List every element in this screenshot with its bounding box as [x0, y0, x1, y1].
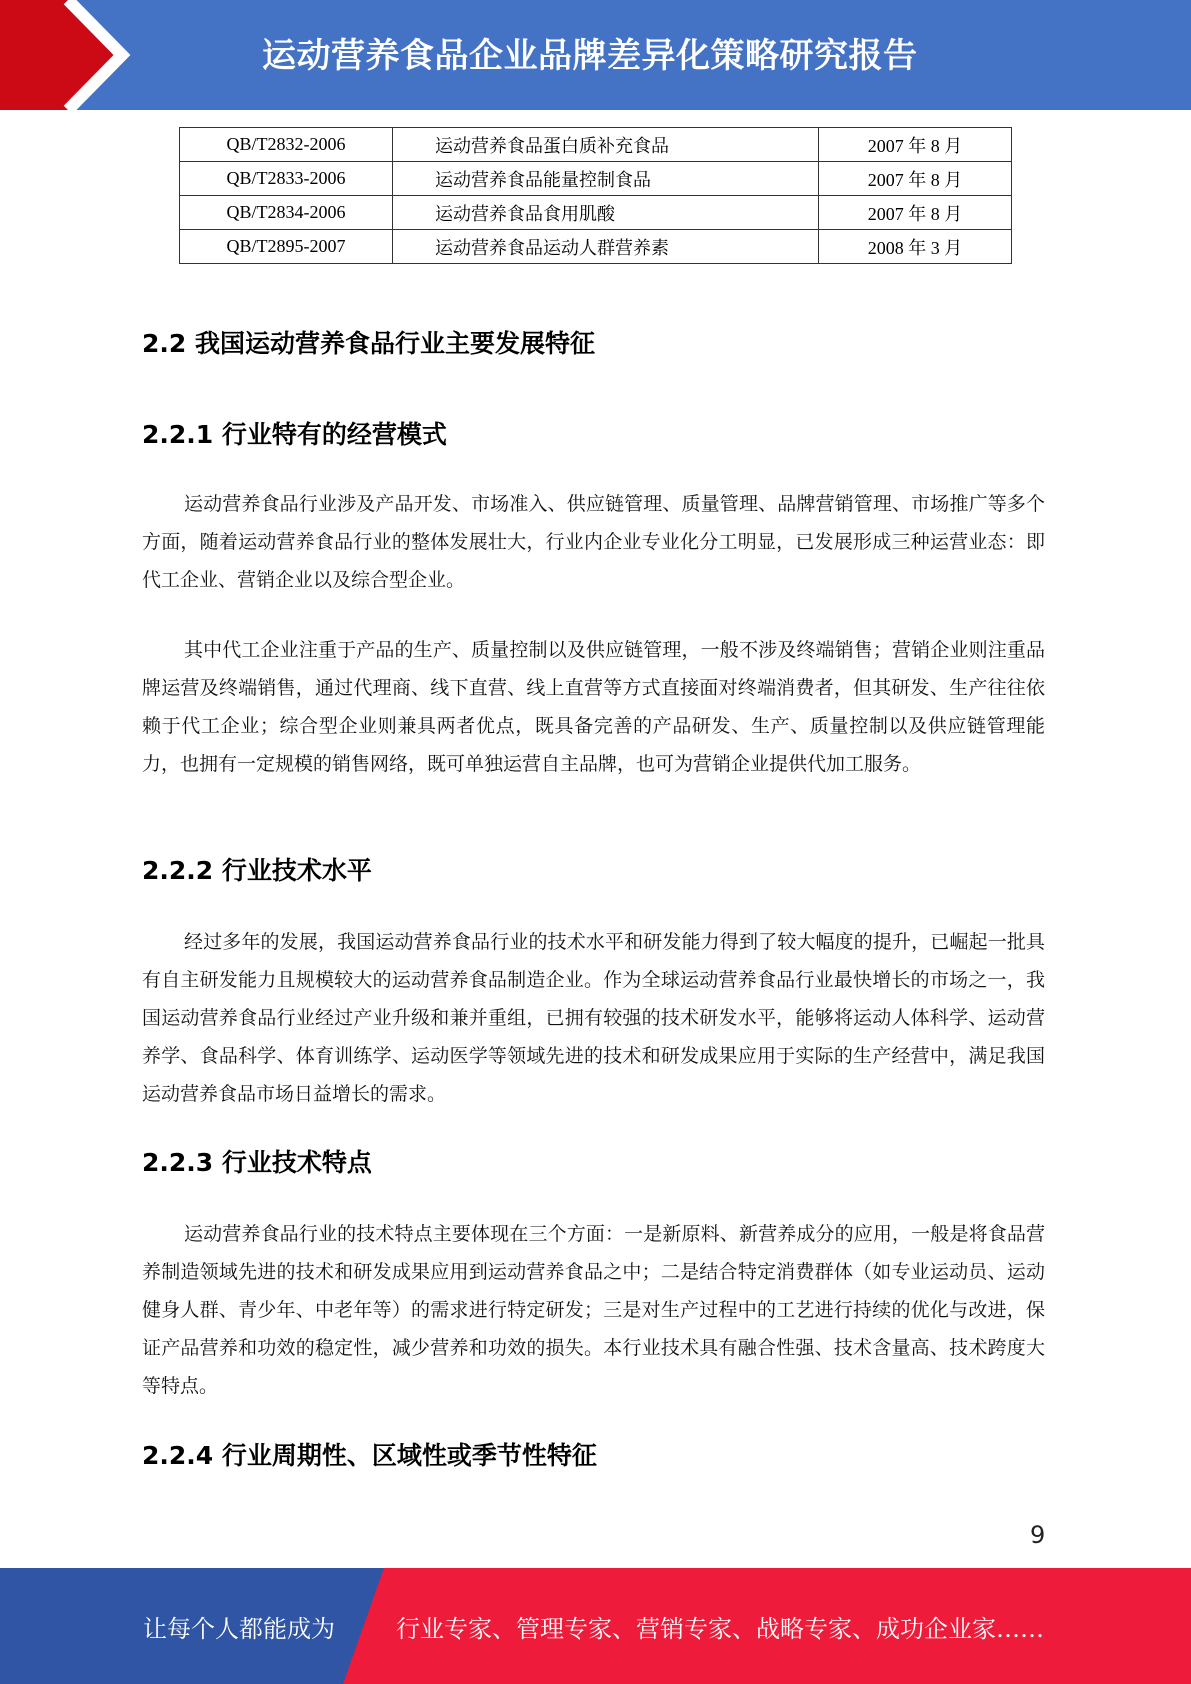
standard-name: 运动营养食品食用肌酸 [393, 196, 819, 230]
standard-code: QB/T2834-2006 [180, 196, 393, 230]
standard-date: 2007 年 8 月 [819, 128, 1012, 162]
standard-date: 2007 年 8 月 [819, 162, 1012, 196]
standard-code: QB/T2895-2007 [180, 230, 393, 264]
section-heading-2-2-4: 2.2.4 行业周期性、区域性或季节性特征 [142, 1441, 597, 1470]
paragraph-enterprise-types: 其中代工企业注重于产品的生产、质量控制以及供应链管理，一般不涉及终端销售；营销企业则注重品牌运营及终端销售，通过代理商、线下直营、线上直营等方式直接面对终端消费者，但其研发、生产往往依赖于代工企业；综合型企业则兼具两者优点，既具备完善的产品研发、生产、质量控制以及供应链管理能力，也拥有一定规模的销售网络，既可单独运营自主品牌，也可为营销企业提供代加工服务。 [142, 639, 1045, 775]
standard-date: 2007 年 8 月 [819, 196, 1012, 230]
section-heading-2-2-2: 2.2.2 行业技术水平 [142, 856, 372, 885]
paragraph-tech-features: 运动营养食品行业的技术特点主要体现在三个方面：一是新原料、新营养成分的应用，一般是将食品营养制造领域先进的技术和研发成果应用到运动营养食品之中；二是结合特定消费群体（如专业运动员、运动健身人群、青少年、中老年等）的需求进行特定研发；三是对生产过程中的工艺进行持续的优化与改进，保证产品营养和功效的稳定性，减少营养和功效的损失。本行业技术具有融合性强、技术含量高、技术跨度大等特点。 [142, 1223, 1045, 1397]
standard-name: 运动营养食品能量控制食品 [393, 162, 819, 196]
standards-table [179, 127, 1012, 264]
header-arrow-decoration [0, 0, 160, 110]
footer-slogan-right: 行业专家、管理专家、营销专家、战略专家、成功企业家…… [396, 1615, 1044, 1643]
page-footer [0, 1568, 1191, 1684]
table-row [180, 196, 1012, 230]
report-title: 运动营养食品企业品牌差异化策略研究报告 [262, 36, 918, 76]
section-heading-2-2-1: 2.2.1 行业特有的经营模式 [142, 420, 447, 449]
paragraph-operating-model: 运动营养食品行业涉及产品开发、市场准入、供应链管理、质量管理、品牌营销管理、市场推广等多个方面，随着运动营养食品行业的整体发展壮大，行业内企业专业化分工明显，已发展形成三种运营业态：即代工企业、营销企业以及综合型企业。 [142, 493, 1045, 591]
table-row [180, 128, 1012, 162]
standard-date: 2008 年 3 月 [819, 230, 1012, 264]
table-row [180, 162, 1012, 196]
standard-name: 运动营养食品蛋白质补充食品 [393, 128, 819, 162]
standard-code: QB/T2833-2006 [180, 162, 393, 196]
section-heading-2-2: 2.2 我国运动营养食品行业主要发展特征 [142, 329, 595, 358]
footer-slogan-left: 让每个人都能成为 [143, 1615, 335, 1643]
paragraph-tech-level: 经过多年的发展，我国运动营养食品行业的技术水平和研发能力得到了较大幅度的提升，已崛起一批具有自主研发能力且规模较大的运动营养食品制造企业。作为全球运动营养食品行业最快增长的市场之一，我国运动营养食品行业经过产业升级和兼并重组，已拥有较强的技术研发水平，能够将运动人体科学、运动营养学、食品科学、体育训练学、运动医学等领域先进的技术和研发成果应用于实际的生产经营中，满足我国运动营养食品市场日益增长的需求。 [142, 931, 1045, 1105]
table-row [180, 230, 1012, 264]
section-heading-2-2-3: 2.2.3 行业技术特点 [142, 1148, 372, 1177]
standard-name: 运动营养食品运动人群营养素 [393, 230, 819, 264]
standard-code: QB/T2832-2006 [180, 128, 393, 162]
page-header [0, 0, 1191, 110]
page-number: 9 [1030, 1521, 1046, 1549]
